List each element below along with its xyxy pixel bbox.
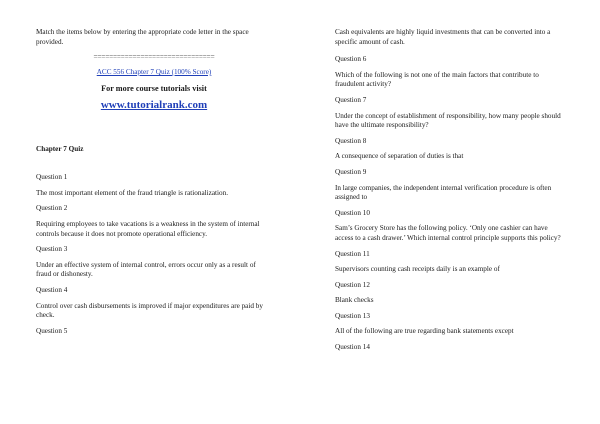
- question-label: Question 10: [335, 208, 370, 217]
- question-label: Question 11: [335, 249, 370, 258]
- question-text: Requiring employees to take vacations is a weakness in the system of internal controls because it does not promote operational efficiency.: [36, 219, 260, 238]
- question-label: Question 3: [36, 245, 68, 254]
- site-link[interactable]: www.tutorialrank.com: [100, 98, 208, 111]
- question-text: Control over cash disbursements is improved if major expenditures are paid by check.: [36, 301, 263, 320]
- question-text: A consequence of separation of duties is that: [335, 152, 464, 161]
- intro-text: Match the items below by entering the appropriate code letter in the space provided.: [36, 28, 249, 46]
- question-label: Question 13: [335, 311, 370, 320]
- question-text: Blank checks: [335, 296, 374, 305]
- question-label: Question 4: [36, 285, 68, 294]
- question-label: Question 2: [36, 204, 68, 213]
- right-column: [335, 28, 567, 353]
- question-label: Question 5: [36, 326, 68, 335]
- quiz-title: Chapter 7 Quiz: [36, 144, 84, 153]
- left-column: [36, 28, 272, 336]
- question-label: Question 9: [335, 167, 367, 176]
- question-label: Question 1: [36, 173, 68, 182]
- question-label: Question 14: [335, 343, 370, 352]
- question-label: Question 12: [335, 280, 370, 289]
- question-text: All of the following are true regarding bank statements except: [335, 327, 514, 336]
- question-text: Cash equivalents are highly liquid investments that can be converted into a specific amount of cash.: [335, 28, 551, 46]
- quiz-link[interactable]: ACC 556 Chapter 7 Quiz (100% Score): [96, 67, 212, 76]
- question-text: In large companies, the independent internal verification procedure is often assigned to: [335, 183, 552, 202]
- question-text: Which of the following is not one of the main factors that contribute to fraudulent activity?: [335, 70, 539, 89]
- question-text: The most important element of the fraud triangle is rationalization.: [36, 188, 229, 197]
- separator-line: ===============================: [93, 53, 215, 62]
- question-text: Supervisors counting cash receipts daily is an example of: [335, 265, 500, 274]
- question-text: Under the concept of establishment of responsibility, how many people should have the ultimate responsibility?: [335, 111, 561, 130]
- question-label: Question 7: [335, 95, 367, 104]
- question-label: Question 6: [335, 55, 367, 64]
- visit-text: For more course tutorials visit: [101, 84, 207, 94]
- question-label: Question 8: [335, 136, 367, 145]
- question-text: Under an effective system of internal control, errors occur only as a result of fraud or dishonesty.: [36, 260, 256, 279]
- question-text: Sam’s Grocery Store has the following policy. ‘Only one cashier can have access to a cash drawer.’ Which internal control principle supports this policy?: [335, 224, 561, 242]
